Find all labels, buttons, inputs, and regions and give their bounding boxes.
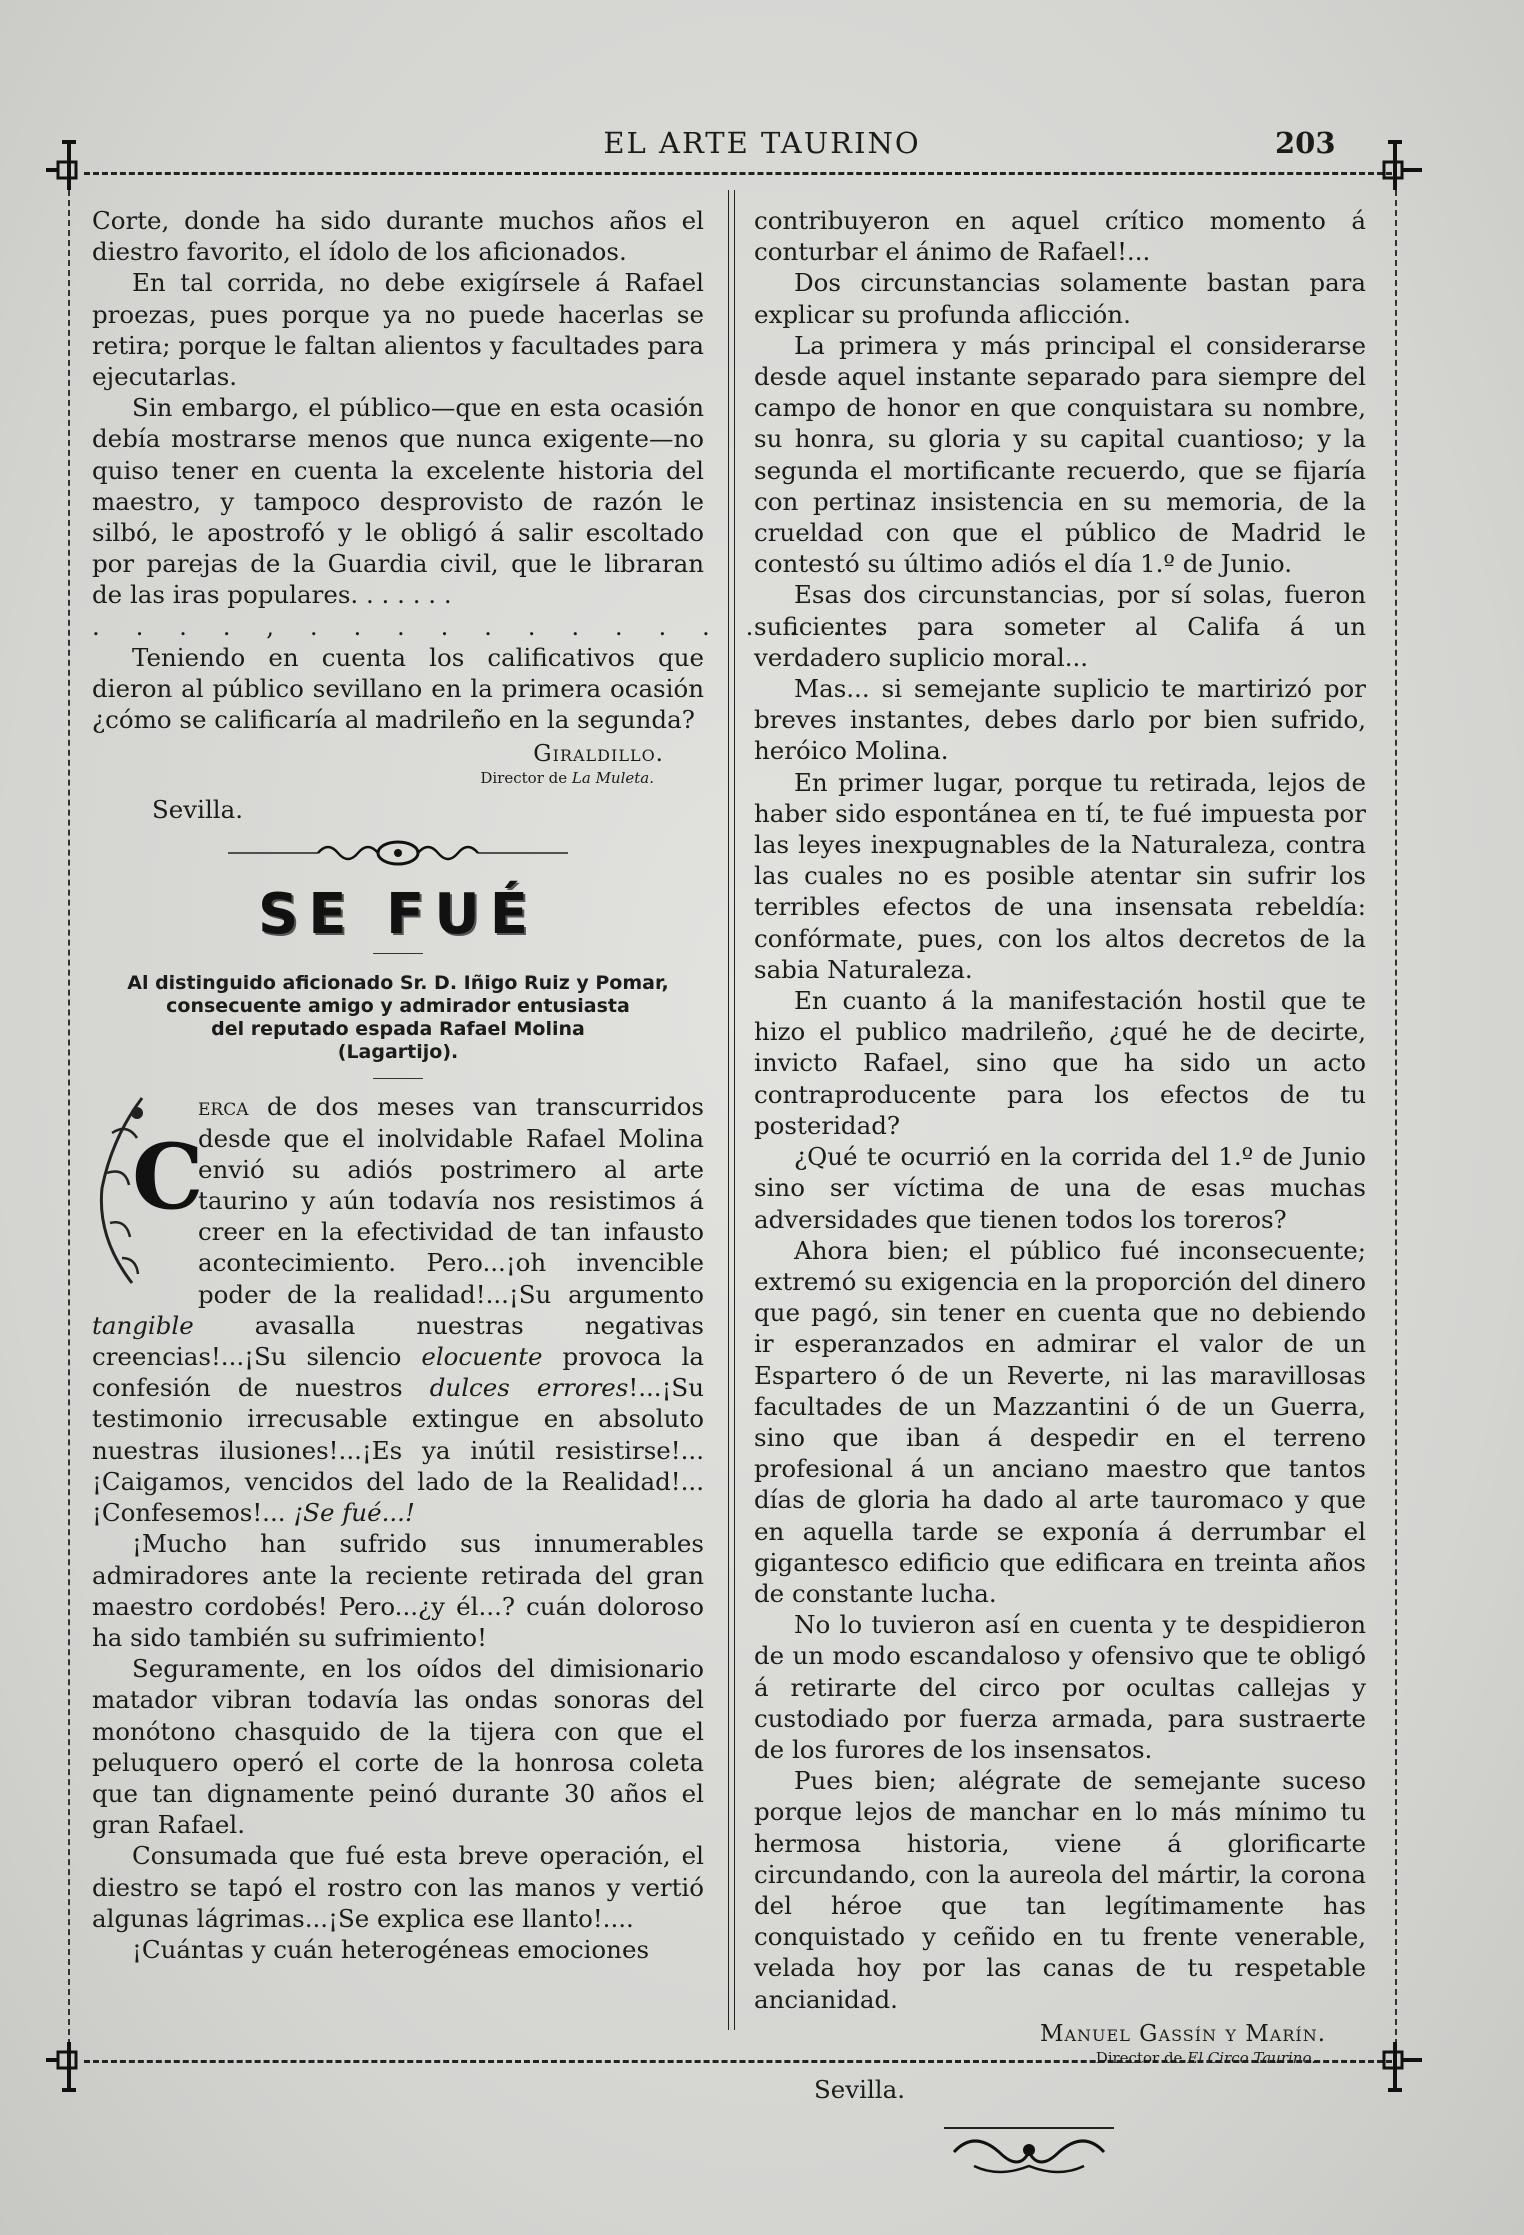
decorated-dropcap-icon (92, 1093, 204, 1293)
paragraph: Ahora bien; el público fué inconsecuente; extremó su exigencia en la proporción del dinero que pagó, sin tener en cuenta que no debiendo ir esperanzados en admirar el valor de un Espartero ó de un Reverte, ni las maravillosas facultades de un Mazzantini ó de un Guerra, sino que iban á despedir en el terreno profesional á un anciano maestro que tantos días de gloria ha dado al arte tauromaco y que en aquella tarde se exponía á derrumbar el gigantesco edificio que edificara en treinta años de constante lucha. (754, 1235, 1366, 1608)
frame-left-rule (68, 180, 70, 2055)
ellipsis-line: . . . . , . . . . . . . . . . . . . . (92, 611, 899, 641)
paragraph: En primer lugar, porque tu retirada, lejos de haber sido espontánea en tí, te fué impuesta por las leyes inexpugnables de la Naturaleza, contra las cuales no es posible atentar sin sufrir los terribles efectos de una insensata rebeldía: confórmate, pues, con los altos decretos de la sabia Naturaleza. (754, 767, 1366, 984)
italic-word: ¡Se fué...! (293, 1498, 415, 1528)
signature-author: Giraldillo. (533, 741, 664, 768)
place-line: Sevilla. (814, 2074, 906, 2104)
paragraph: Teniendo en cuenta los calificativos que dieron al público sevillano en la primera ocasión ¿cómo se calificaría al madrileño en la segunda? (92, 642, 704, 735)
dedication-line: (Lagartijo). (337, 1041, 459, 1064)
running-header-title: EL ARTE TAURINO (603, 126, 921, 160)
paragraph: ¡Cuántas y cuán heterogéneas emociones (132, 1934, 650, 1964)
article-title: SE FUÉ (257, 882, 539, 948)
paragraph: Dos circunstancias solamente bastan para explicar su profunda aflicción. (754, 268, 1366, 329)
left-column (92, 205, 899, 1965)
opening-text: !...¡Su testimonio irrecusable extingue en absoluto nuestras ilusiones!...¡Es ya inútil resistirse!...¡Caigamos, vencidos del lado de la Realidad!...¡Confesemos!... (92, 1373, 704, 1528)
dedication-line: del reputado espada Rafael Molina (211, 1018, 585, 1041)
dedication (92, 972, 704, 1064)
paragraph: En tal corrida, no debe exigírsele á Rafael proezas, pues porque ya no puede hacerlas se retira; porque le faltan alientos y facultades para ejecutarlas. (92, 268, 704, 392)
paragraph: Consumada que fué esta breve operación, el diestro se tapó el rostro con las manos y vertió algunas lágrimas...¡Se explica ese llanto!.... (92, 1841, 704, 1933)
paragraph: ¡Mucho han sufrido sus innumerables admiradores ante la reciente retirada del gran maestro cordobés! Pero...¿y él...? cuán doloroso ha sido también su sufrimiento! (92, 1529, 704, 1652)
opening-text: provoca la confesión de nuestros (92, 1342, 704, 1403)
title-underline (373, 953, 423, 954)
paragraph: Mas... si semejante suplicio te martirizó por breves instantes, debes darlo por bien sufrido, heróico Molina. (754, 674, 1366, 766)
opening-text: avasalla nuestras negativas creencias!...¡Su silencio (92, 1310, 704, 1372)
corner-ornament-bottom-right (1370, 2040, 1426, 2096)
place-line: Sevilla. (152, 795, 244, 825)
page-number: 203 (1275, 126, 1336, 160)
corner-ornament-top-left (44, 138, 94, 194)
paragraph: Seguramente, en los oídos del dimisionario matador vibran todavía las ondas sonoras del monótono chasquido de la tijera con que el peluquero operó el corte de la honrosa coleta que tan dignamente peinó durante 30 años el gran Rafael. (92, 1654, 704, 1840)
paragraph: En cuanto á la manifestación hostil que te hizo el publico madrileño, ¿qué he de decirte, invicto Rafael, sino que ha sido un acto contraproducente para los efectos de tu posteridad? (754, 986, 1366, 1140)
paragraph: La primera y más principal el considerarse desde aquel instante separado para siempre del campo de honor en que conquistara su nombre, su honra, su gloria y su capital cuantioso; y la segunda el mortificante recuerdo, que se fijaría con pertinaz insistencia en su memoria, de la crueldad con que el público de Madrid le contestó su último adiós el día 1.º de Junio. (754, 330, 1366, 579)
dropcap-letter: C (132, 1124, 204, 1231)
flourish-divider-icon (228, 838, 568, 868)
paragraph: Sin embargo, el público—que en esta ocasión debía mostrarse menos que nunca exigente—no quiso tener en cuenta la excelente historia del maestro, y tampoco desprovisto de razón le silbó, le apostrofó y le obligó á salir escoltado por parejas de la Guardia civil, que le libraran de las iras populares. . . . . . . (92, 393, 704, 610)
dedication-rule (373, 1078, 423, 1079)
signature-publication: La Muleta. (571, 769, 654, 788)
end-ornament (934, 2122, 1366, 2182)
article-body (92, 1091, 704, 1965)
italic-word: tangible (92, 1310, 194, 1340)
frame-right-rule (1395, 180, 1397, 2055)
dedication-line: Al distinguido aficionado Sr. D. Iñigo Ruiz y Pomar, (127, 972, 669, 995)
italic-word: dulces errores (429, 1373, 629, 1403)
signature-role (92, 769, 704, 787)
signature-role-prefix: Director de (480, 769, 568, 788)
opening-text: de dos meses van transcurridos desde que el inolvidable Rafael Molina envió su adiós postrimero al arte taurino y aún todavía nos resistimos á creer en la efectividad de tan infausto acontecimiento. Pero...¡oh invencible poder de la realidad!...¡Su argumento (198, 1092, 704, 1309)
paragraph: ¿Qué te ocurrió en la corrida del 1.º de Junio sino ser víctima de una de esas muchas adversidades que tienen todos los toreros? (754, 1142, 1366, 1234)
paragraph: Esas dos circunstancias, por sí solas, fueron suficientes para someter al Califa á un verdadero suplicio moral... (754, 580, 1366, 672)
signature-publication: El Circo Taurino. (1187, 2048, 1316, 2067)
dedication-line: consecuente amigo y admirador entusiasta (166, 995, 630, 1018)
frame-top-rule (84, 172, 1392, 175)
corner-ornament-bottom-left (44, 2040, 94, 2096)
opening-smallcaps: erca (198, 1092, 249, 1122)
corner-ornament-top-right (1370, 138, 1426, 194)
paragraph: contribuyeron en aquel crítico momento á conturbar el ánimo de Rafael!... (754, 206, 1366, 267)
paragraph: Corte, donde ha sido durante muchos años el diestro favorito, el ídolo de los aficionados. (92, 206, 704, 267)
signature-author: Manuel Gassín y Marín. (1039, 2020, 1326, 2047)
italic-word: elocuente (421, 1342, 543, 1372)
right-column (754, 205, 1366, 2182)
signature-role-prefix: Director de (1095, 2048, 1183, 2067)
column-divider (728, 190, 735, 2030)
paragraph: No lo tuvieron así en cuenta y te despidieron de un modo escandaloso y ofensivo que te obligó á retirarte del circo por ocultas callejas y custodiado por fuerza armada, para sustraerte de los furores de los insensatos. (754, 1610, 1366, 1764)
tailpiece-ornament-icon (934, 2122, 1124, 2178)
signature-role (754, 2049, 1366, 2067)
paragraph: Pues bien; alégrate de semejante suceso porque lejos de manchar en lo más mínimo tu hermosa historia, viene á glorificarte circundando, con la aureola del mártir, la corona del héroe que tan legítimamente has conquistado y ceñido en tu frente venerable, velada hoy por las canas de tu respetable ancianidad. (754, 1766, 1366, 2014)
section-ornament (92, 838, 704, 872)
